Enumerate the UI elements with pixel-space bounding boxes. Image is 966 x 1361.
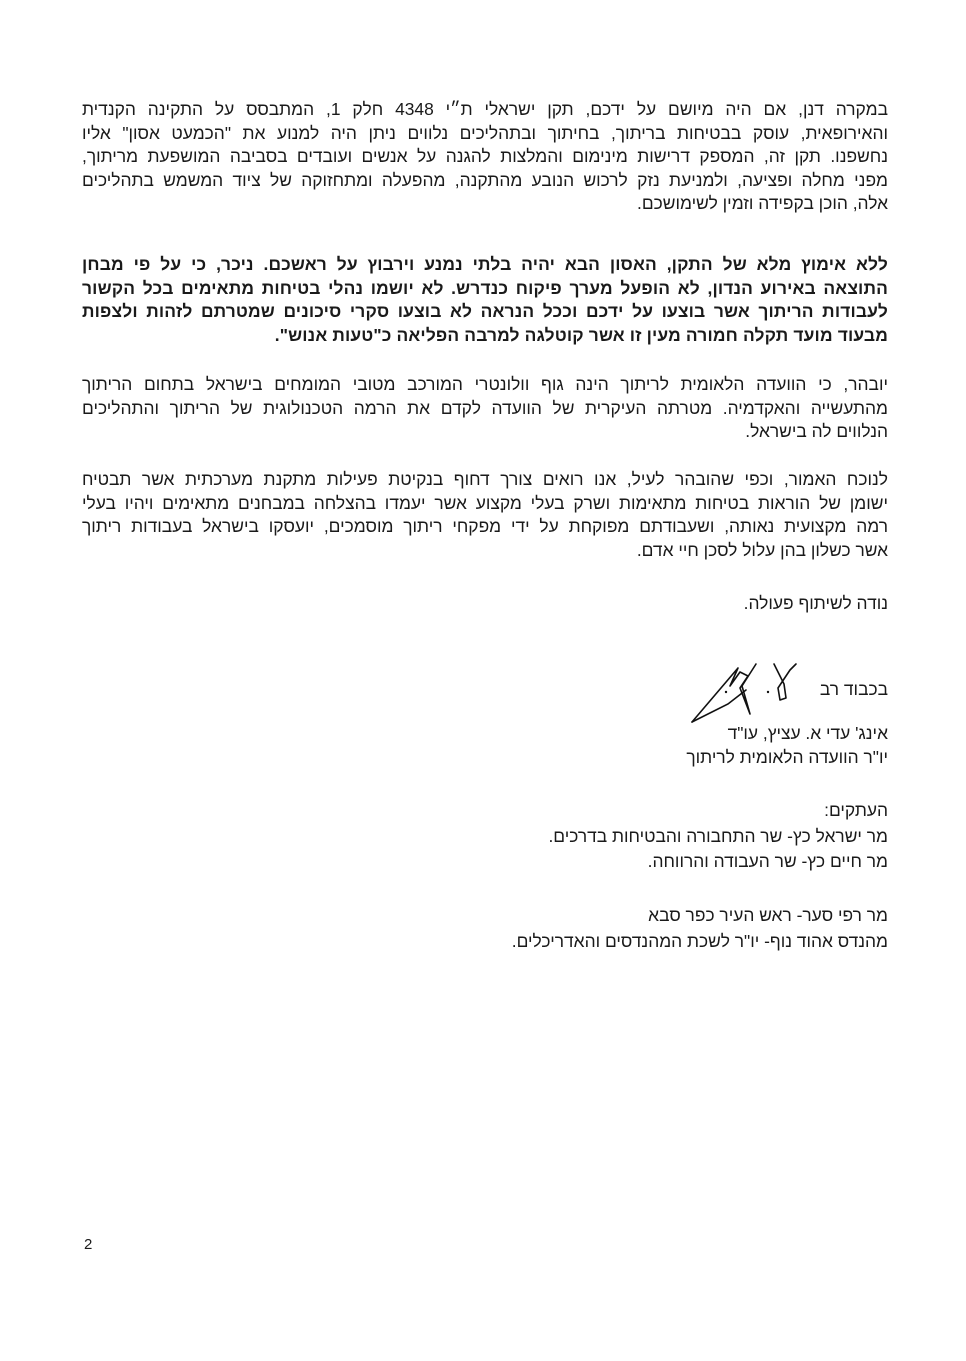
text-line: ללא אימוץ מלא של התקן, האסון הבא יהיה בלתי נמנע וירבוץ על ראשכם. ניכר, כי על פי מבחן [82,254,888,274]
signer-title: יו"ר הוועדה הלאומית לריתוך [686,747,888,767]
signature-dot [767,691,769,693]
signature-dot [725,691,727,693]
copies-list-continued [512,903,888,954]
text-line: לנוכח האמור, וכפי שהובהר לעיל, אנו רואים צורך דחוף בנקיטת פעילות מתקנת מערכתית אשר תבטיח [82,469,888,489]
text-line: במקרה דנן, אם היה מיושם על ידכם, תקן ישראלי ת״י 4348 חלק 1, המתבסס על התקינה הקנדית [82,99,888,119]
copies-heading: העתקים: [824,800,888,820]
text-line: אלה, הוכן בקפידה וזמין לשימושכם. [637,193,888,214]
text-line: לעבודות הריתוך אשר בוצעו על ידכם וככל הנראה לא בוצעו סקרי סיכונים שמטרתם לזהות ולצפות [82,301,888,322]
text-line: נחשפנו. תקן זה, המספק דרישות מינימום והמלצות להגנה על אנשים ועובדים בסביבה המושפעת מריתוך, [82,146,888,167]
signer-name: אינג' עדי א. עציץ, עו"ד [727,723,888,743]
closing-regards: בכבוד רב [819,679,888,699]
text-line: מהתעשייה והאקדמיה. מטרתה העיקרית של הוועדה לקדם את הרמה הטכנולוגית של הריתוך והתהליכים [82,397,888,418]
copies-recipient: מר רפי סער- ראש העיר כפר סבא [648,905,888,925]
signature-icon [688,658,798,728]
copies-list [548,798,888,875]
paragraph-committee-description [82,373,888,444]
text-line: מבעוד מועד תקלה חמורה מעין זו אשר קוטלגה למרבה הפליאה כ"טעות אנוש". [274,324,888,345]
text-line: אשר כשלון בהן עלול לסכן חיי אדם. [636,539,888,560]
text-line: רמה מקצועית נאותה, ושעבודתם מפוקחת על ידי מפקחי ריתוך מוסמכים, יועסקו בישראל בעבודות ריתוך [82,516,888,537]
signature-stroke [692,690,746,722]
paragraph-call-to-action [82,468,888,562]
text-line: הנלווים לה בישראל. [745,421,888,442]
text-line: ישומן של הוראות בטיחות מתאימות ושרק בעלי מקצוע אשר יעמדו בהצלחה במבחנים מתאימים ויהיו בעלי [82,492,888,513]
paragraph-warning-bold [82,253,888,347]
signature-stroke [774,664,796,700]
text-line: התוצאה באירוע הנדון, לא הופעל מערך פיקוח כנדרש. לא יושמו נהלי בטיחות מתאימים בכל הקשור [82,277,888,298]
text-line: מפני מחלה ופציעה, ולמניעת נזק לרכוש הנובע מהתקנה, מהפעלה ומתחזוקה של ציוד המשמש בתהליכים [82,169,888,190]
text-line: והאירופאית, עוסק בבטיחות בריתוך, בחיתוך ובתהליכים נלווים ניתן היה למנוע את "הכמעט אסון" אליו [82,122,888,143]
signature-stroke [692,664,756,722]
copies-recipient: מר ישראל כץ- שר התחבורה והבטיחות בדרכים. [548,825,888,846]
copies-recipient: מהנדס אהוד נוף- יו"ר לשכת המהנדסים והאדריכלים. [511,930,888,951]
text-line: יובהר, כי הוועדה הלאומית לריתוך הינה גוף וולונטרי המורכב מטובי המומחים בישראל בתחום הריתוך [82,374,888,394]
copies-recipient: מר חיים כץ- שר העבודה והרווחה. [647,851,888,871]
text-line: נודה לשיתוף פעולה. [743,593,888,613]
paragraph-thanks [82,592,888,616]
paragraph-standard-reference [82,98,888,216]
page-number: 2 [84,1236,93,1253]
